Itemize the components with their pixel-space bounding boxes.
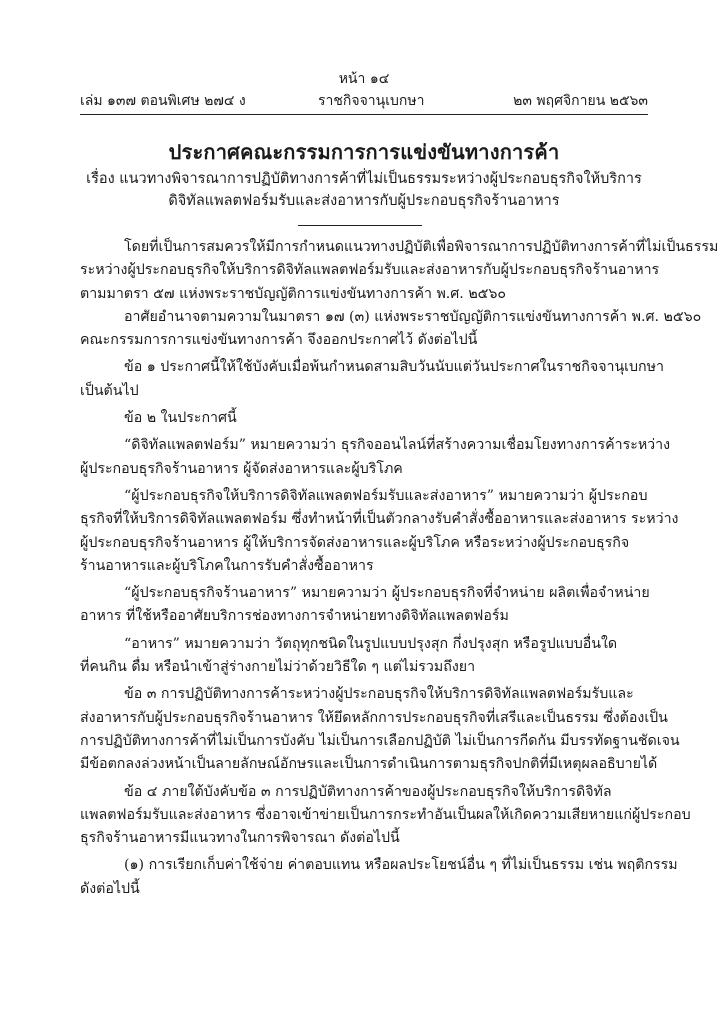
body-line: ผู้ประกอบธุรกิจร้านอาหาร ผู้ให้บริการจัดส่งอาหารและผู้บริโภค หรือระหว่างผู้ประกอบธุรกิจ [80, 534, 630, 551]
body-line: การปฏิบัติทางการค้าที่ไม่เป็นการบังคับ ไม่เป็นการเลือกปฏิบัติ ไม่เป็นการกีดกัน มีบรรทัดฐานชัดเจน [80, 732, 680, 749]
volume-issue: เล่ม ๑๓๗ ตอนพิเศษ ๒๗๔ ง [80, 93, 246, 109]
publication-date: ๒๓ พฤศจิกายน ๒๕๖๓ [513, 93, 648, 109]
body-line: มีข้อตกลงล่วงหน้าเป็นลายลักษณ์อักษรและเป็นการดำเนินการตามธุรกิจปกติที่มีเหตุผลอธิบายได้ [80, 756, 658, 773]
page-number: หน้า ๑๔ [338, 71, 390, 87]
announcement-title: ประกาศคณะกรรมการการแข่งขันทางการค้า [168, 140, 560, 164]
body-line: ตามมาตรา ๕๗ แห่งพระราชบัญญัติการแข่งขันทางการค้า พ.ศ. ๒๕๖๐ [80, 285, 507, 302]
body-line: ผู้ประกอบธุรกิจร้านอาหาร ผู้จัดส่งอาหารและผู้บริโภค [80, 460, 403, 477]
announcement-body [80, 236, 719, 901]
body-line: อาศัยอำนาจตามความในมาตรา ๑๗ (๓) แห่งพระราชบัญญัติการแข่งขันทางการค้า พ.ศ. ๒๕๖๐ [124, 308, 702, 325]
body-line: ข้อ ๒ ในประกาศนี้ [124, 410, 237, 427]
body-line: อาหาร ที่ใช้หรืออาศัยบริการช่องทางการจำหน่ายทางดิจิทัลแพลตฟอร์ม [80, 608, 509, 625]
body-line: ส่งอาหารกับผู้ประกอบธุรกิจร้านอาหาร ให้ยึดหลักการประกอบธุรกิจที่เสรีและเป็นธรรม ซึ่งต้องเป็น [80, 709, 668, 726]
body-line: ข้อ ๓ การปฏิบัติทางการค้าระหว่างผู้ประกอบธุรกิจให้บริการดิจิทัลแพลตฟอร์มรับและ [124, 686, 634, 703]
body-line: ดังต่อไปนี้ [80, 880, 140, 897]
body-line: ระหว่างผู้ประกอบธุรกิจให้บริการดิจิทัลแพลตฟอร์มรับและส่งอาหารกับผู้ประกอบธุรกิจร้านอาหาร [80, 262, 660, 279]
body-line: ที่คนกิน ดื่ม หรือนำเข้าสู่ร่างกายไม่ว่าด้วยวิธีใด ๆ แต่ไม่รวมถึงยา [80, 659, 476, 676]
gazette-header [80, 90, 648, 112]
body-line: โดยที่เป็นการสมควรให้มีการกำหนดแนวทางปฏิบัติเพื่อพิจารณาการปฏิบัติทางการค้าที่ไม่เป็นธรรม [124, 239, 719, 255]
body-line: “ดิจิทัลแพลตฟอร์ม” หมายความว่า ธุรกิจออนไลน์ที่สร้างความเชื่อมโยงทางการค้าระหว่าง [124, 437, 671, 454]
subject-line-2: ดิจิทัลแพลตฟอร์มรับและส่งอาหารกับผู้ประกอบธุรกิจร้านอาหาร [168, 193, 560, 209]
body-line: ข้อ ๑ ประกาศนี้ให้ใช้บังคับเมื่อพ้นกำหนดสามสิบวันนับแต่วันประกาศในราชกิจจานุเบกษา [124, 359, 664, 376]
body-line: คณะกรรมการการแข่งขันทางการค้า จึงออกประกาศไว้ ดังต่อไปนี้ [80, 332, 478, 349]
header-rule [80, 114, 648, 115]
body-line: ธุรกิจที่ให้บริการดิจิทัลแพลตฟอร์ม ซึ่งทำหน้าที่เป็นตัวกลางรับคำสั่งซื้ออาหารและส่งอาหาร ระหว่าง [80, 511, 679, 528]
gazette-name: ราชกิจจานุเบกษา [318, 93, 425, 109]
body-line: เป็นต้นไป [80, 382, 139, 399]
body-line: (๑) การเรียกเก็บค่าใช้จ่าย ค่าตอบแทน หรือผลประโยชน์อื่น ๆ ที่ไม่เป็นธรรม เช่น พฤติกรรม [124, 857, 678, 874]
body-line: “อาหาร” หมายความว่า วัตถุทุกชนิดในรูปแบบปรุงสุก กึ่งปรุงสุก หรือรูปแบบอื่นใด [124, 635, 618, 652]
body-line: ร้านอาหารและผู้บริโภคในการรับคำสั่งซื้ออาหาร [80, 557, 374, 574]
body-line: ข้อ ๔ ภายใต้บังคับข้อ ๓ การปฏิบัติทางการค้าของผู้ประกอบธุรกิจให้บริการดิจิทัล [124, 783, 612, 800]
subject-line-1: เรื่อง แนวทางพิจารณาการปฏิบัติทางการค้าที่ไม่เป็นธรรมระหว่างผู้ประกอบธุรกิจให้บริการ [86, 171, 642, 187]
body-line: ธุรกิจร้านอาหารมีแนวทางในการพิจารณา ดังต่อไปนี้ [80, 830, 400, 847]
title-divider [298, 225, 422, 226]
body-line: “ผู้ประกอบธุรกิจให้บริการดิจิทัลแพลตฟอร์มรับและส่งอาหาร” หมายความว่า ผู้ประกอบ [124, 487, 648, 504]
body-line: “ผู้ประกอบธุรกิจร้านอาหาร” หมายความว่า ผู้ประกอบธุรกิจที่จำหน่าย ผลิตเพื่อจำหน่าย [124, 585, 650, 602]
body-line: แพลตฟอร์มรับและส่งอาหาร ซึ่งอาจเข้าข่ายเป็นการกระทำอันเป็นผลให้เกิดความเสียหายแก่ผู้ประกอบ [80, 806, 691, 823]
announcement-subject [60, 168, 668, 212]
